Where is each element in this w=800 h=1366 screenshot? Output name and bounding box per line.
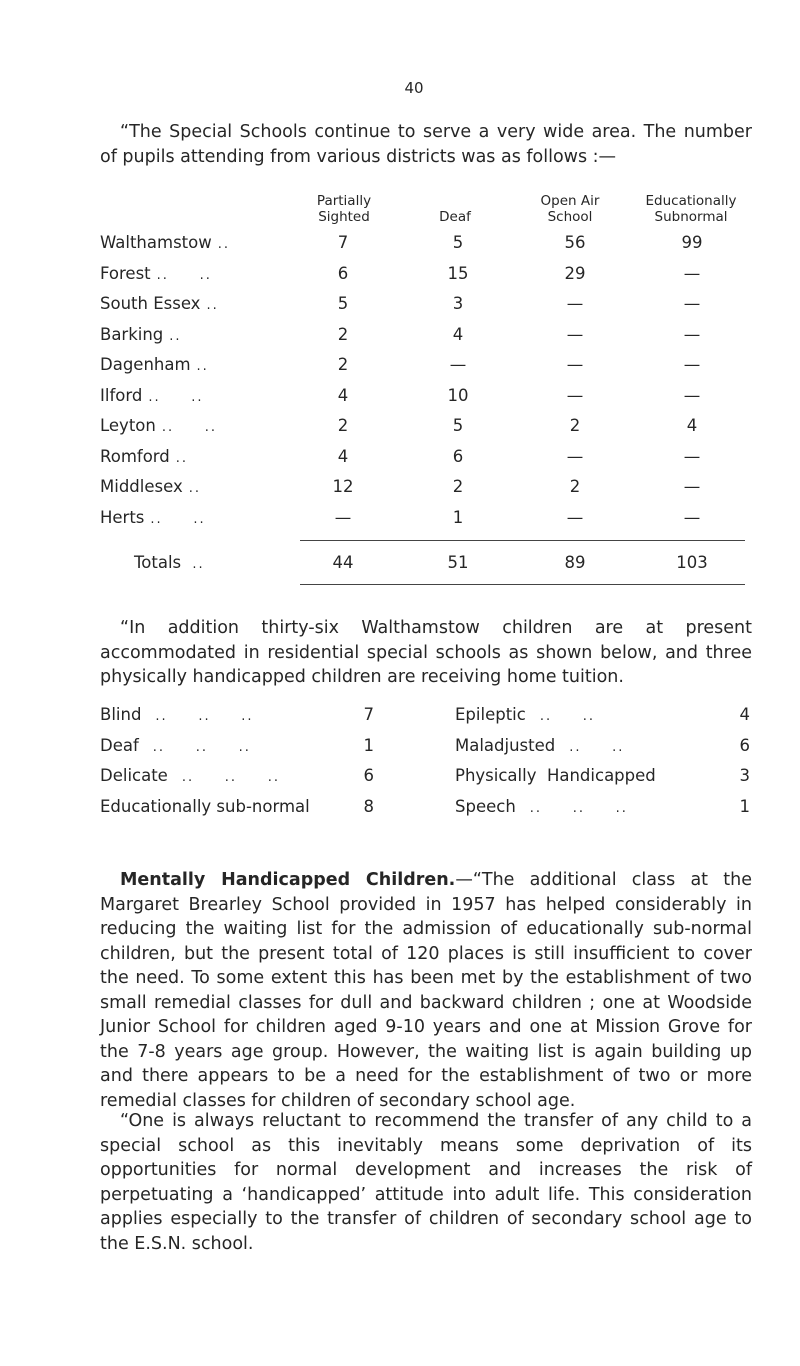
- cell-open-air: 29: [564, 263, 586, 283]
- page-number: 40: [404, 79, 424, 97]
- cell-partially-sighted: 12: [332, 477, 354, 496]
- category-label: [455, 766, 670, 785]
- category-count: 3: [739, 766, 750, 785]
- cell-deaf: 1: [452, 507, 464, 527]
- leader-dots: .. .. ..: [529, 800, 628, 816]
- cell-esn: 99: [681, 233, 703, 252]
- cell-open-air: 2: [569, 416, 581, 435]
- cell-esn: —: [683, 324, 701, 344]
- header-esn-line2: Subnormal: [654, 209, 728, 225]
- cell-open-air: —: [566, 294, 584, 313]
- cell-esn: —: [683, 263, 701, 283]
- district-label: [100, 416, 217, 435]
- district-name: Barking: [100, 324, 164, 344]
- district-label: [100, 294, 219, 313]
- leader-dots: .. ..: [156, 267, 212, 283]
- district-label: [100, 264, 212, 283]
- cell-deaf: 5: [452, 416, 464, 435]
- totals-rule-bottom: [300, 584, 745, 585]
- leader-dots: .. .. ..: [181, 770, 280, 785]
- totals-dots: ..: [192, 557, 205, 572]
- cell-partially-sighted: 2: [337, 324, 349, 344]
- district-name: Romford: [100, 446, 170, 466]
- cell-open-air: —: [566, 355, 584, 374]
- category-count: 7: [363, 705, 374, 724]
- total-esn: 103: [676, 553, 708, 572]
- leader-dots: .. ..: [148, 389, 204, 405]
- total-deaf: 51: [447, 553, 469, 572]
- category-label: [100, 797, 324, 816]
- header-partially-sighted-line2: Sighted: [318, 209, 370, 225]
- leader-dots: ..: [196, 359, 209, 374]
- category-count: 6: [363, 766, 374, 785]
- cell-partially-sighted: 6: [337, 263, 349, 283]
- header-esn: [630, 193, 752, 225]
- category-label: [100, 766, 280, 785]
- district-name: Dagenham: [100, 355, 191, 374]
- totals-rule-top: [300, 540, 745, 541]
- cell-partially-sighted: 4: [337, 446, 349, 466]
- district-name: Herts: [100, 507, 145, 527]
- cell-deaf: —: [449, 355, 467, 374]
- mental-heading: Mentally Handicapped Children.: [120, 870, 456, 890]
- category-name: Physically Handicapped: [455, 766, 656, 785]
- category-count: 6: [739, 735, 750, 755]
- cell-esn: —: [683, 294, 701, 313]
- cell-esn: 4: [686, 416, 698, 435]
- cell-esn: —: [683, 355, 701, 374]
- cell-open-air: —: [566, 324, 584, 344]
- cell-deaf: 15: [447, 263, 469, 283]
- header-partially-sighted: [300, 193, 388, 225]
- district-label: [100, 447, 188, 466]
- category-label: [100, 705, 254, 724]
- district-name: Middlesex: [100, 477, 183, 496]
- total-partially-sighted: 44: [332, 553, 354, 572]
- cell-open-air: 2: [569, 477, 581, 496]
- leader-dots: ..: [206, 298, 219, 313]
- cell-partially-sighted: 7: [337, 233, 349, 252]
- cell-open-air: 56: [564, 233, 586, 252]
- cell-partially-sighted: 2: [337, 355, 349, 374]
- cell-partially-sighted: 5: [337, 294, 349, 313]
- header-open-air: [525, 193, 615, 225]
- district-label: [100, 477, 201, 496]
- district-name: Walthamstow: [100, 233, 212, 252]
- total-open-air: 89: [564, 553, 586, 572]
- cell-deaf: 10: [447, 385, 469, 405]
- header-esn-line1: Educationally: [645, 193, 737, 209]
- cell-deaf: 6: [452, 446, 464, 466]
- cell-partially-sighted: 4: [337, 385, 349, 405]
- totals-label: [134, 553, 205, 572]
- category-count: 4: [739, 705, 750, 724]
- cell-open-air: —: [566, 446, 584, 466]
- header-open-air-line2: School: [547, 209, 593, 225]
- final-paragraph: “One is always reluctant to recommend the transfer of any child to a special school as this inevitably means some deprivation of its opportunities for normal development and increases the risk of perpetuating a ‘handicapped’ attitude into adult life. This consideration applies especially to the transfer of children of secondary school age to the E.S.N. school.: [100, 1111, 752, 1254]
- cell-esn: —: [683, 477, 701, 496]
- leader-dots: .. .. ..: [155, 709, 254, 724]
- cell-partially-sighted: —: [334, 507, 352, 527]
- leader-dots: ..: [169, 328, 182, 344]
- addition-paragraph: “In addition thirty-six Walthamstow children are at present accommodated in residential special schools as shown below, and three physically handicapped children are receiving home tuition.: [100, 618, 752, 687]
- district-label: [100, 325, 182, 344]
- category-label: [455, 736, 624, 755]
- category-name: Delicate: [100, 766, 168, 785]
- cell-open-air: —: [566, 507, 584, 527]
- district-label: [100, 508, 206, 527]
- district-name: South Essex: [100, 294, 201, 313]
- mental-body: —“The additional class at the Margaret Brearley School provided in 1957 has helped considerably in reducing the waiting list for the admission of educationally sub-normal children, but the present total of 120 places is still insufficient to cover the need. To some extent this has been met by the establishment of two small remedial classes for dull and backward children ; one at Woodside Junior School for children aged 9-10 years and one at Mission Grove for the 7-8 years age group. However, the waiting list is again building up and there appears to be a need for the establishment of two or more remedial classes for children of secondary school age.: [100, 870, 752, 1111]
- district-name: Forest: [100, 263, 151, 283]
- leader-dots: .. ..: [539, 709, 596, 724]
- category-label: [455, 705, 595, 724]
- category-name: Deaf: [100, 735, 139, 755]
- header-deaf: Deaf: [439, 209, 471, 225]
- leader-dots: .. ..: [150, 511, 206, 527]
- cell-esn: —: [683, 385, 701, 405]
- cell-deaf: 3: [452, 294, 464, 313]
- district-label: [100, 233, 230, 252]
- category-label: [455, 797, 628, 816]
- cell-esn: —: [683, 446, 701, 466]
- leader-dots: ..: [217, 237, 230, 252]
- header-open-air-line1: Open Air: [540, 193, 600, 209]
- category-name: Educationally sub-normal: [100, 796, 310, 816]
- mental-paragraph: [100, 868, 752, 1113]
- district-label: [100, 355, 209, 374]
- district-label: [100, 386, 204, 405]
- header-partially-sighted-line1: Partially: [316, 193, 372, 209]
- cell-open-air: —: [566, 385, 584, 405]
- leader-dots: .. ..: [161, 420, 218, 435]
- leader-dots: .. .. ..: [152, 739, 251, 755]
- leader-dots: ..: [175, 450, 189, 466]
- category-label: [100, 736, 251, 755]
- category-name: Blind: [100, 705, 142, 724]
- category-count: 8: [363, 796, 374, 816]
- leader-dots: ..: [188, 481, 201, 496]
- cell-deaf: 4: [452, 324, 464, 344]
- totals-label-text: Totals: [134, 553, 182, 572]
- district-name: Ilford: [100, 385, 143, 405]
- category-name: Speech: [455, 796, 516, 816]
- cell-esn: —: [683, 507, 701, 527]
- cell-deaf: 2: [452, 477, 464, 496]
- intro-paragraph: “The Special Schools continue to serve a very wide area. The number of pupils attending from various districts was as follows :—: [100, 122, 752, 167]
- category-name: Epileptic: [455, 705, 526, 724]
- district-name: Leyton: [100, 416, 156, 435]
- cell-deaf: 5: [452, 233, 464, 252]
- cell-partially-sighted: 2: [337, 416, 349, 435]
- category-name: Maladjusted: [455, 735, 556, 755]
- leader-dots: .. ..: [569, 739, 625, 755]
- category-count: 1: [363, 735, 374, 755]
- category-count: 1: [739, 796, 750, 816]
